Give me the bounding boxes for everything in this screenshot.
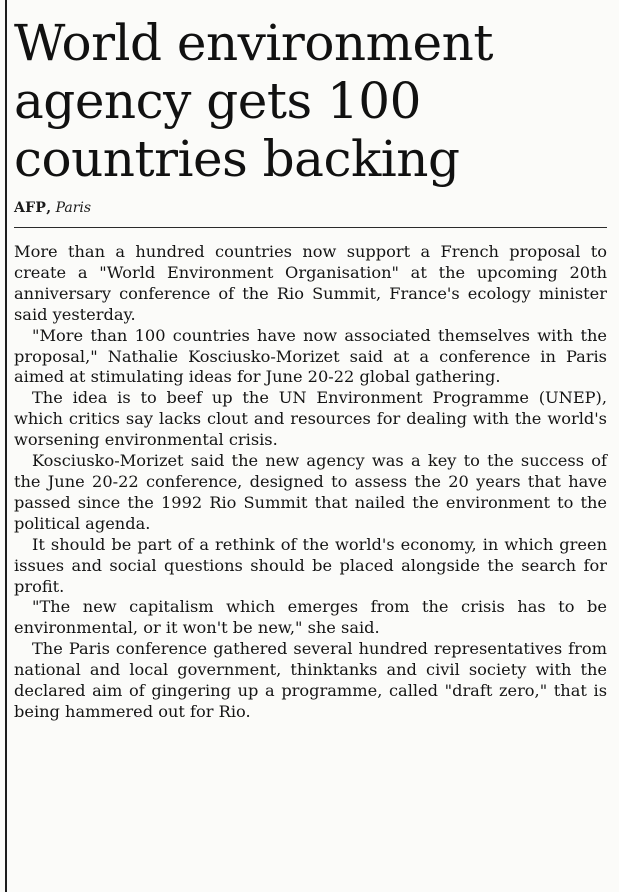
headline-line: agency gets 100 bbox=[14, 72, 421, 130]
paragraph: "The new capitalism which emerges from the crisis has to be environmental, or it won't be new," she said. bbox=[14, 597, 607, 638]
byline-separator: , bbox=[46, 200, 52, 216]
paragraph: Kosciusko-Morizet said the new agency was a key to the success of the June 20-22 conference, designed to assess the 20 years that have passed since the 1992 Rio Summit that nailed the environment to the political agenda. bbox=[14, 451, 607, 533]
article bbox=[14, 0, 610, 723]
byline-place: Paris bbox=[55, 200, 92, 216]
headline-line: World environment bbox=[14, 14, 493, 72]
headline bbox=[14, 14, 610, 188]
paragraph: The idea is to beef up the UN Environment Programme (UNEP), which critics say lacks clout and resources for dealing with the world's worsening environmental crisis. bbox=[14, 388, 607, 450]
paragraph: "More than 100 countries have now associated themselves with the proposal," Nathalie Kosciusko-Morizet said at a conference in Paris aimed at stimulating ideas for June 20-22 global gathering. bbox=[14, 325, 607, 387]
column-rule bbox=[5, 0, 7, 892]
paragraph: The Paris conference gathered several hundred representatives from national and local government, thinktanks and civil society with the declared aim of gingering up a programme, called "draft zero," that is being hammered out for Rio. bbox=[14, 639, 607, 721]
article-body bbox=[14, 242, 607, 723]
divider bbox=[14, 227, 607, 228]
headline-line: countries backing bbox=[14, 130, 460, 188]
paragraph: It should be part of a rethink of the world's economy, in which green issues and social questions should be placed alongside the search for profit. bbox=[14, 534, 607, 596]
byline-agency: AFP bbox=[14, 200, 47, 216]
paragraph: More than a hundred countries now support a French proposal to create a "World Environment Organisation" at the upcoming 20th anniversary conference of the Rio Summit, France's ecology minister said yesterday. bbox=[14, 242, 607, 324]
byline bbox=[14, 198, 610, 218]
